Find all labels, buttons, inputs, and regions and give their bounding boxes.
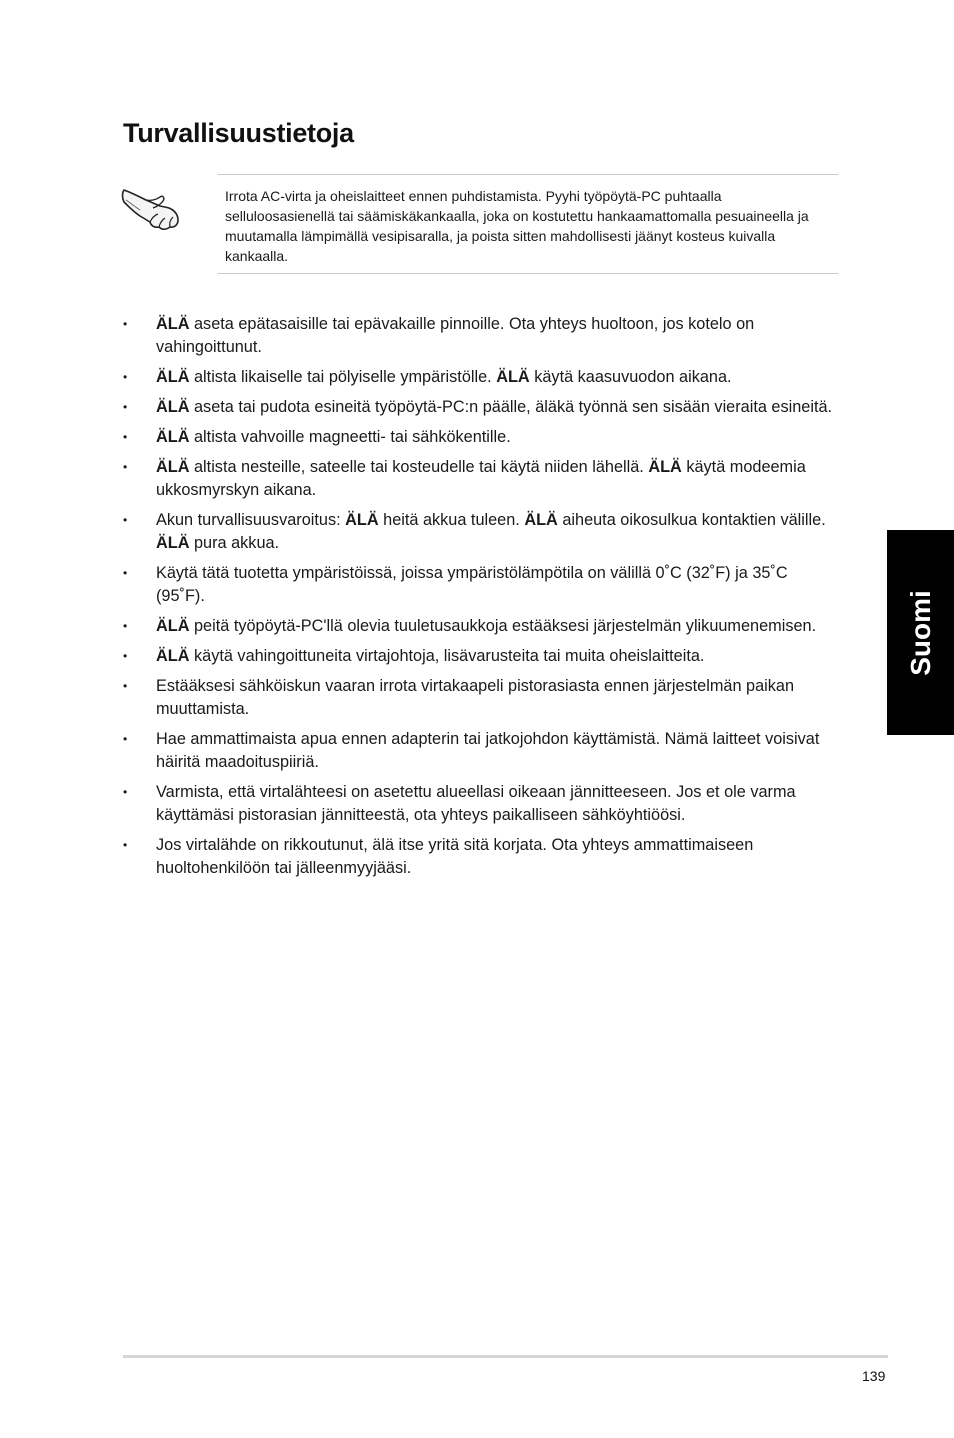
warning-keyword: ÄLÄ	[648, 458, 682, 476]
list-item	[123, 562, 839, 608]
list-item	[123, 781, 839, 827]
list-item-text: aiheuta oikosulkua kontaktien välille.	[557, 511, 826, 529]
warning-keyword: ÄLÄ	[156, 534, 190, 552]
list-item-text: Käytä tätä tuotetta ympäristöissä, joissa ympäristölämpötila on välillä 0˚C (32˚F) ja 35˚C (95˚F).	[156, 564, 788, 605]
list-item-text: Estääksesi sähköiskun vaaran irrota virtakaapeli pistorasiasta ennen järjestelmän paikan muuttamista.	[156, 677, 795, 718]
list-item-text: Varmista, että virtalähteesi on asetettu alueellasi oikeaan jännitteeseen. Jos et ole varma käyttämäsi pistorasian jännitteestä, ota yhteys paikalliseen sähköyhtiöösi.	[156, 783, 796, 824]
list-item-text: Jos virtalähde on rikkoutunut, älä itse yritä sitä korjata. Ota yhteys ammattimaiseen huoltohenkilöön tai jälleenmyyjääsi.	[156, 836, 754, 877]
list-item-text: käytä kaasuvuodon aikana.	[529, 368, 732, 386]
list-item	[123, 366, 839, 389]
warning-keyword: ÄLÄ	[496, 368, 530, 386]
list-item	[123, 426, 839, 449]
bullet-icon: •	[123, 460, 128, 474]
note-text: Irrota AC-virta ja oheislaitteet ennen puhdistamista. Pyyhi työpöytä-PC puhtaalla selluloosasienellä tai säämiskäkankaalla, joka on kostutettu hankaamattomalla pesuaineella ja muutamalla lämpimällä vesipisaralla, ja poista sitten mahdollisesti jäänyt kosteus kuivalla kankaalla.	[225, 188, 809, 264]
list-item-text: Akun turvallisuusvaroitus:	[156, 511, 346, 529]
bullet-icon: •	[123, 430, 128, 444]
footer-divider	[123, 1355, 888, 1358]
list-item-text: heitä akkua tuleen.	[378, 511, 525, 529]
list-item-text: aseta tai pudota esineitä työpöytä-PC:n päälle, äläkä työnnä sen sisään vieraita esineitä.	[189, 398, 833, 416]
page-number: 139	[862, 1368, 886, 1384]
bullet-icon: •	[123, 370, 128, 384]
warning-keyword: ÄLÄ	[156, 398, 190, 416]
list-item	[123, 834, 839, 880]
list-item-text: aseta epätasaisille tai epävakaille pinnoille. Ota yhteys huoltoon, jos kotelo on vahingoittunut.	[156, 315, 755, 356]
bullet-icon: •	[123, 838, 128, 852]
list-item-text: altista likaiselle tai pölyiselle ympäristölle.	[189, 368, 497, 386]
bullet-icon: •	[123, 400, 128, 414]
warning-keyword: ÄLÄ	[156, 428, 190, 446]
list-item-text: pura akkua.	[189, 534, 280, 552]
list-item-text: altista nesteille, sateelle tai kosteudelle tai käytä niiden lähellä.	[189, 458, 649, 476]
list-item	[123, 313, 839, 359]
list-item-text: Hae ammattimaista apua ennen adapterin tai jatkojohdon käyttämistä. Nämä laitteet voisivat häiritä maadoituspiiriä.	[156, 730, 820, 771]
bullet-icon: •	[123, 679, 128, 693]
list-item-text: käytä vahingoittuneita virtajohtoja, lisävarusteita tai muita oheislaitteita.	[189, 647, 705, 665]
bullet-icon: •	[123, 566, 128, 580]
bullet-icon: •	[123, 513, 128, 527]
note-box	[218, 174, 838, 274]
bullet-icon: •	[123, 317, 128, 331]
list-item	[123, 645, 839, 668]
bullet-icon: •	[123, 732, 128, 746]
bullet-icon: •	[123, 619, 128, 633]
list-item-text: käytä modeemia ukkosmyrskyn aikana.	[156, 458, 806, 499]
list-item	[123, 615, 839, 638]
hand-pointer-icon	[120, 180, 184, 236]
warning-keyword: ÄLÄ	[524, 511, 558, 529]
list-item-text: altista vahvoille magneetti- tai sähkökentille.	[189, 428, 511, 446]
list-item-text: peitä työpöytä-PC'llä olevia tuuletusaukkoja estääksesi järjestelmän ylikuumenemisen.	[189, 617, 817, 635]
bullet-icon: •	[123, 649, 128, 663]
bullet-icon: •	[123, 785, 128, 799]
list-item	[123, 456, 839, 502]
list-item	[123, 396, 839, 419]
list-item	[123, 509, 839, 555]
list-item	[123, 728, 839, 774]
language-label: Suomi	[904, 589, 936, 676]
warning-keyword: ÄLÄ	[345, 511, 379, 529]
warning-keyword: ÄLÄ	[156, 368, 190, 386]
safety-list	[123, 313, 839, 887]
warning-keyword: ÄLÄ	[156, 315, 190, 333]
warning-keyword: ÄLÄ	[156, 647, 190, 665]
warning-keyword: ÄLÄ	[156, 617, 190, 635]
language-side-tab	[887, 530, 954, 735]
warning-keyword: ÄLÄ	[156, 458, 190, 476]
list-item	[123, 675, 839, 721]
page-title: Turvallisuustietoja	[123, 118, 354, 148]
